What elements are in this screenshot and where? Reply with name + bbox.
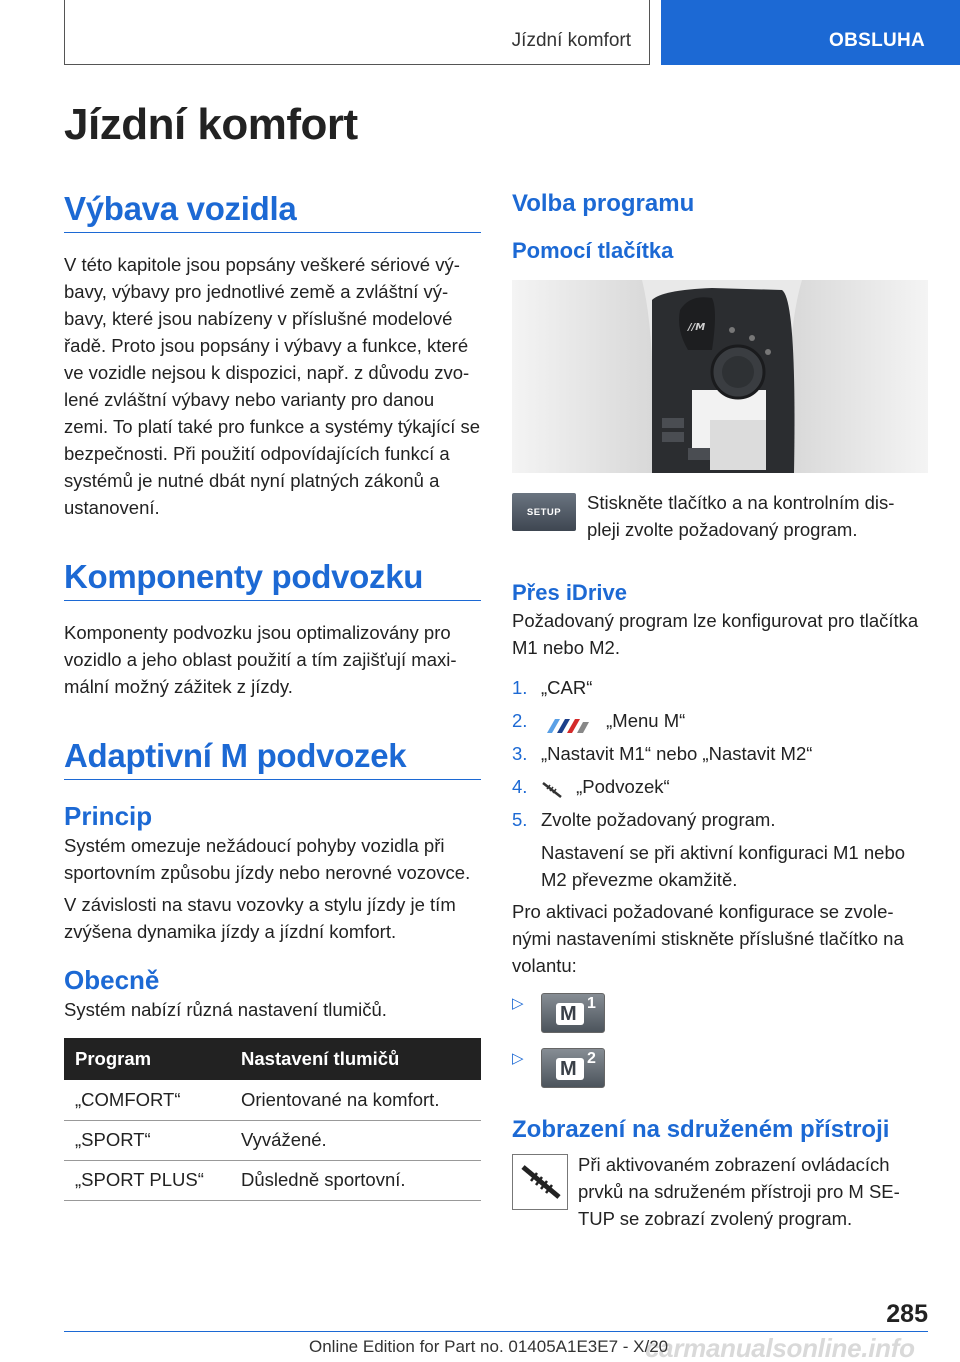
- paragraph-cluster: Při aktivovaném zobrazení ovládacích prvků na sdruženém přístroji pro M SE-TUP se zobrazí zvolený program.: [578, 1154, 900, 1229]
- heading-komponenty: Komponenty podvozku: [64, 558, 481, 601]
- heading-princip: Princip: [64, 801, 153, 831]
- m1-button-icon: [541, 993, 605, 1033]
- m2-button-icon: [541, 1048, 605, 1088]
- step-number: 2.: [512, 710, 528, 731]
- table-cell-setting: Orientované na komfort.: [230, 1080, 481, 1120]
- list-item: [512, 806, 928, 833]
- heading-vybava: Výbava vozidla: [64, 190, 481, 233]
- paragraph-komponenty: Komponenty podvozku jsou optimalizovány pro vozidlo a jeho oblast použití a tím zajišťují maxi-mální možný zážitek z jízdy.: [64, 622, 457, 697]
- svg-text://M: //M: [688, 322, 706, 333]
- table-cell-program: „SPORT“: [64, 1120, 230, 1160]
- center-console-illustration: [512, 280, 928, 473]
- setup-row: [512, 493, 928, 543]
- list-item: [512, 674, 928, 701]
- heading-idrive: Přes iDrive: [512, 580, 627, 605]
- heading-cluster: Zobrazení na sdruženém přístroji: [512, 1116, 890, 1143]
- m1-row: [512, 993, 928, 1033]
- steps-list: [512, 674, 928, 893]
- step-text: „CAR“: [541, 677, 593, 698]
- paragraph-princip-2: V závislosti na stavu vozovky a stylu jízdy je tím zvýšena dynamika jízdy a jízdní komfort.: [64, 894, 456, 942]
- paragraph-obecne: Systém nabízí různá nastavení tlumičů.: [64, 999, 387, 1020]
- table-cell-program: „COMFORT“: [64, 1080, 230, 1120]
- list-item: [512, 740, 928, 767]
- step-text: „Menu M“: [606, 710, 686, 731]
- step-text: Zvolte požadovaný program.: [541, 809, 776, 830]
- step-number: 4.: [512, 776, 528, 797]
- header-section-title: Jízdní komfort: [511, 30, 631, 51]
- table-row: [64, 1080, 481, 1120]
- page-number: 285: [886, 1300, 928, 1328]
- setup-button-icon: SETUP: [512, 493, 576, 531]
- heading-pomoci: Pomocí tlačítka: [512, 238, 674, 263]
- step-5-note: Nastavení se při aktivní konfiguraci M1 nebo M2 převezme okamžitě.: [541, 842, 906, 890]
- table-row: [64, 1160, 481, 1200]
- step-number: 3.: [512, 743, 528, 764]
- step-number: 1.: [512, 677, 528, 698]
- bullet-triangle: ▷: [512, 995, 524, 1012]
- m-menu-icon: [541, 714, 591, 730]
- paragraph-princip-1: Systém omezuje nežádoucí pohyby vozidla při sportovním způsobu jízdy nebo nerovné vozovce.: [64, 835, 471, 883]
- list-item: [512, 707, 928, 734]
- heading-adaptivni: Adaptivní M podvozek: [64, 737, 481, 780]
- table-cell-program: „SPORT PLUS“: [64, 1160, 230, 1200]
- paragraph-idrive: Požadovaný program lze konfigurovat pro tlačítka M1 nebo M2.: [512, 610, 919, 658]
- header-chapter-label: OBSLUHA: [829, 30, 926, 51]
- step-number: 5.: [512, 809, 528, 830]
- page-title: Jízdní komfort: [64, 100, 358, 149]
- heading-obecne: Obecně: [64, 965, 160, 995]
- damper-table: [64, 1038, 481, 1201]
- paragraph-setup: Stiskněte tlačítko a na kontrolním dis-pleji zvolte požadovaný program.: [587, 492, 895, 540]
- center-console-photo: [512, 280, 928, 473]
- m-index: 1: [587, 995, 596, 1012]
- list-item: [512, 773, 928, 800]
- table-row: [64, 1120, 481, 1160]
- m-letter: M: [560, 1003, 577, 1025]
- heading-volba: Volba programu: [512, 190, 695, 217]
- table-cell-setting: Vyvážené.: [230, 1120, 481, 1160]
- table-header-program: Program: [64, 1038, 230, 1080]
- cluster-row: [512, 1154, 928, 1232]
- step-text: „Nastavit M1“ nebo „Nastavit M2“: [541, 743, 813, 764]
- table-cell-setting: Důsledně sportovní.: [230, 1160, 481, 1200]
- table-header-row: [64, 1038, 481, 1080]
- table-header-damper: Nastavení tlumičů: [230, 1038, 481, 1080]
- step-text: „Podvozek“: [576, 776, 670, 797]
- paragraph-vybava: V této kapitole jsou popsány veškeré sériové vý-bavy, výbavy pro jednotlivé země a zvláštní vý-bavy, které jsou nabízeny v příslušné modelové řadě. Proto jsou popsány i výbavy a funkce, které ve vozidle nejsou k dispozici, např. z důvodu zvo-lené zvláštní výbavy nebo varianty pro danou zemi. To platí také pro funkce a systémy týkající se bezpečnosti. Při použití odpovídajících funkcí a systémů je nutné dbát nyní platných zákonů a ustanovení.: [64, 254, 481, 518]
- m-letter: M: [560, 1058, 577, 1080]
- damper-icon: [541, 779, 563, 797]
- header-section-box: [64, 0, 650, 65]
- m-index: 2: [587, 1050, 596, 1067]
- footer-rule: [64, 1331, 928, 1332]
- paragraph-activate: Pro aktivaci požadované konfigurace se zvole-nými nastaveními stiskněte příslušné tlačítko na volantu:: [512, 901, 904, 976]
- damper-display-icon: [512, 1154, 568, 1210]
- left-column: [64, 190, 481, 1201]
- bullet-triangle: ▷: [512, 1050, 524, 1067]
- watermark: carmanualsonline.info: [645, 1333, 915, 1362]
- right-column: [512, 190, 928, 1232]
- footer-edition: Online Edition for Part no. 01405A1E3E7 - X/20: [309, 1337, 669, 1356]
- m2-row: [512, 1048, 928, 1088]
- header-chapter-tab: [661, 0, 960, 65]
